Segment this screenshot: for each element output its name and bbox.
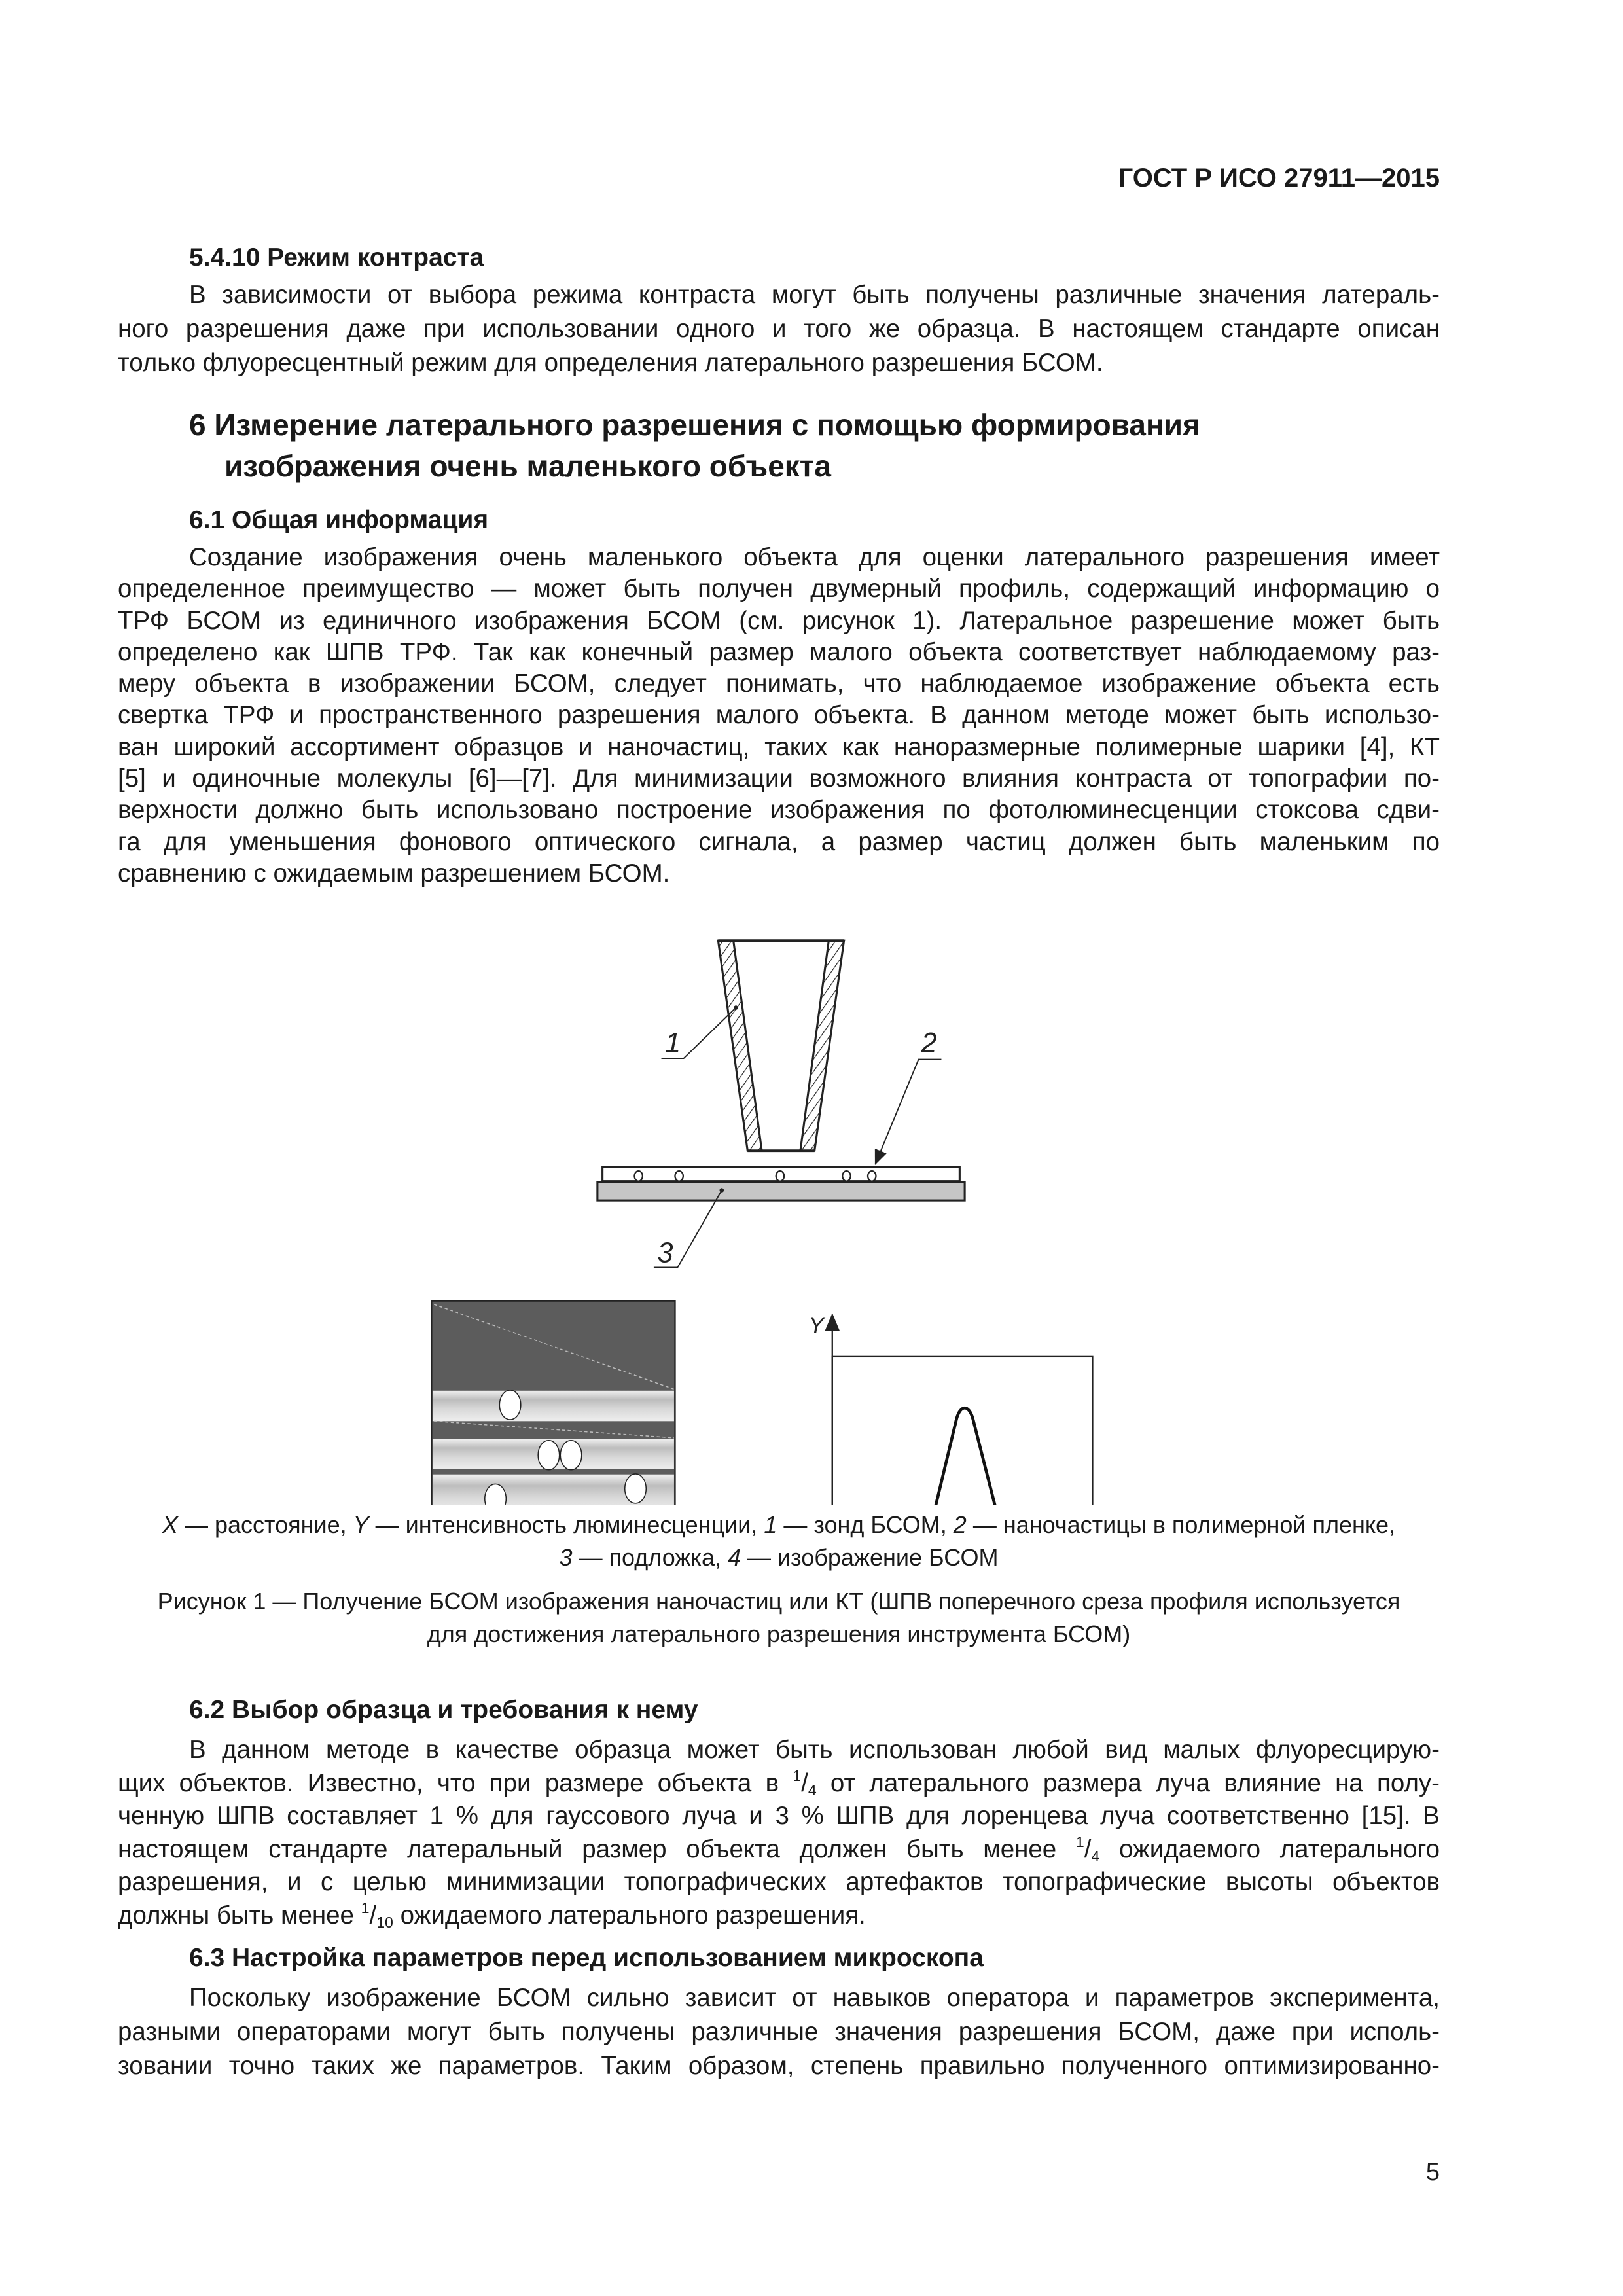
- substrate: [597, 1182, 965, 1200]
- caption-line1: Рисунок 1 — Получение БСОМ изображения наночастиц или КТ (ШПВ поперечного среза профиля используется: [157, 1588, 1400, 1615]
- section-6-heading-line1: 6 Измерение латерального разрешения с помощью формирования: [189, 408, 1200, 442]
- fraction-denominator: 10: [376, 1913, 393, 1931]
- legend-x: X: [162, 1511, 178, 1538]
- fraction: $^1/_4$: [793, 1767, 817, 1799]
- legend-1-text: — зонд БСОМ,: [777, 1511, 954, 1538]
- label-substrate: 3: [657, 1237, 673, 1269]
- legend-4: 4: [727, 1544, 741, 1571]
- text-segment: ожидаемого латерального: [1099, 1835, 1440, 1863]
- text-segment: от латерального размера луча влияние на полу-: [816, 1768, 1440, 1797]
- leader-lines: [654, 1006, 942, 1267]
- fraction-numerator: 1: [793, 1767, 802, 1784]
- sbom-image: [431, 1301, 675, 1505]
- text-line: ТРФ БСОМ из единичного изображения БСОМ (см. рисунок 1). Латеральное разрешение может быть: [118, 606, 1440, 635]
- text-line: [118, 1833, 1440, 1867]
- text-line: [118, 1767, 1440, 1801]
- document-header-id: ГОСТ Р ИСО 27911—2015: [1118, 164, 1440, 192]
- fraction: $^1/_4$: [1075, 1833, 1100, 1865]
- section-6-heading-line2: изображения очень маленького объекта: [224, 449, 831, 483]
- legend-1: 1: [764, 1511, 777, 1538]
- fraction-denominator: 4: [808, 1781, 817, 1799]
- text-line: Создание изображения очень маленького объекта для оценки латерального разрешения имеет: [189, 543, 1440, 571]
- text-line: разрешения, и с целью минимизации топографических артефактов топографические высоты объектов: [118, 1868, 1440, 1897]
- text-line: свертка ТРФ и пространственного разрешения малого объекта. В данном методе может быть использо-: [118, 701, 1440, 730]
- text-line: га для уменьшения фонового оптического сигнала, а размер частиц должен быть маленьким по: [118, 827, 1440, 856]
- legend-line2: [118, 1541, 1440, 1574]
- figure-1: [419, 916, 1204, 1505]
- text-line: Поскольку изображение БСОМ сильно зависит от навыков оператора и параметров эксперимента,: [189, 1984, 1440, 2012]
- polymer-film: [603, 1167, 960, 1181]
- legend-3: 3: [559, 1544, 573, 1571]
- text-line: определенное преимущество — может быть получен двумерный профиль, содержащий информацию о: [118, 575, 1440, 603]
- text-line: В зависимости от выбора режима контраста могут быть получены различные значения латераль-: [189, 281, 1440, 309]
- text-line: [118, 1899, 1440, 1933]
- text-line: верхности должно быть использовано построение изображения по фотолюминесценции стоксова сдви-: [118, 796, 1440, 825]
- legend-4-text: — изображение БСОМ: [741, 1544, 999, 1571]
- section-6-1-heading: 6.1 Общая информация: [189, 506, 489, 534]
- legend-y-text: — интенсивность люминесценции,: [368, 1511, 764, 1538]
- text-line: меру объекта в изображении БСОМ, следует понимать, что наблюдаемое изображение объекта есть: [118, 670, 1440, 698]
- section-6-3-heading: 6.3 Настройка параметров перед использованием микроскопа: [189, 1944, 984, 1972]
- text-segment: настоящем стандарте латеральный размер объекта должен быть менее: [118, 1835, 1076, 1863]
- text-line: разными операторами могут быть получены различные значения разрешения БСОМ, даже при исполь-: [118, 2018, 1440, 2046]
- page-number: 5: [1425, 2159, 1440, 2186]
- section-5-4-10-heading: 5.4.10 Режим контраста: [189, 243, 484, 272]
- text-segment: должны быть менее: [118, 1901, 361, 1929]
- label-probe: 1: [664, 1027, 681, 1059]
- fraction: $^1/_{10}$: [361, 1899, 393, 1931]
- text-line: В данном методе в качестве образца может быть использован любой вид малых флуоресцирую-: [189, 1736, 1440, 1764]
- text-line: ного разрешения даже при использовании одного и того же образца. В настоящем стандарте описан: [118, 315, 1440, 343]
- text-line: сравнению с ожидаемым разрешением БСОМ.: [118, 859, 670, 888]
- text-line: ван широкий ассортимент образцов и наночастиц, таких как наноразмерные полимерные шарики [4], КТ: [118, 732, 1440, 761]
- label-nanoparticles: 2: [921, 1027, 937, 1059]
- fraction-denominator: 4: [1091, 1847, 1100, 1865]
- fraction-numerator: 1: [1075, 1833, 1084, 1850]
- text-line: зовании точно таких же параметров. Таким образом, степень правильно полученного оптимизированно-: [118, 2052, 1440, 2080]
- section-6-3-paragraph: [118, 1981, 1440, 2083]
- text-line: только флуоресцентный режим для определения латерального разрешения БСОМ.: [118, 349, 1103, 377]
- text-line: ченную ШПВ составляет 1 % для гауссового луча и 3 % ШПВ для лоренцева луча соответственно [15]. В: [118, 1802, 1440, 1831]
- text-line: определено как ШПВ ТРФ. Так как конечный размер малого объекта соответствует наблюдаемому раз-: [118, 637, 1440, 666]
- section-6-1-paragraph: [118, 542, 1440, 889]
- figure-caption: [118, 1585, 1440, 1651]
- caption-line2: для достижения латерального разрешения инструмента БСОМ): [427, 1621, 1131, 1647]
- text-line: [5] и одиночные молекулы [6]—[7]. Для минимизации возможного влияния контраста от топографии по-: [118, 764, 1440, 793]
- profile-curve: [880, 1408, 1053, 1505]
- legend-2: 2: [953, 1511, 967, 1538]
- probe-icon: [718, 941, 844, 1151]
- fraction-numerator: 1: [361, 1899, 370, 1916]
- legend-2-text: — наночастицы в полимерной пленке,: [966, 1511, 1396, 1538]
- y-axis-label: Y: [808, 1312, 825, 1339]
- profile-plot: [832, 1315, 1128, 1505]
- text-segment: ожидаемого латерального разрешения.: [393, 1901, 866, 1929]
- text-segment: щих объектов. Известно, что при размере объекта в: [118, 1768, 793, 1797]
- legend-y: Y: [353, 1511, 369, 1538]
- legend-x-text: — расстояние,: [177, 1511, 353, 1538]
- figure-legend: [118, 1509, 1440, 1574]
- section-6-2-heading: 6.2 Выбор образца и требования к нему: [189, 1696, 698, 1724]
- section-6-2-paragraph: [118, 1734, 1440, 1933]
- section-5-4-10-paragraph: [118, 278, 1440, 380]
- legend-line1: [118, 1509, 1440, 1541]
- legend-3-text: — подложка,: [572, 1544, 728, 1571]
